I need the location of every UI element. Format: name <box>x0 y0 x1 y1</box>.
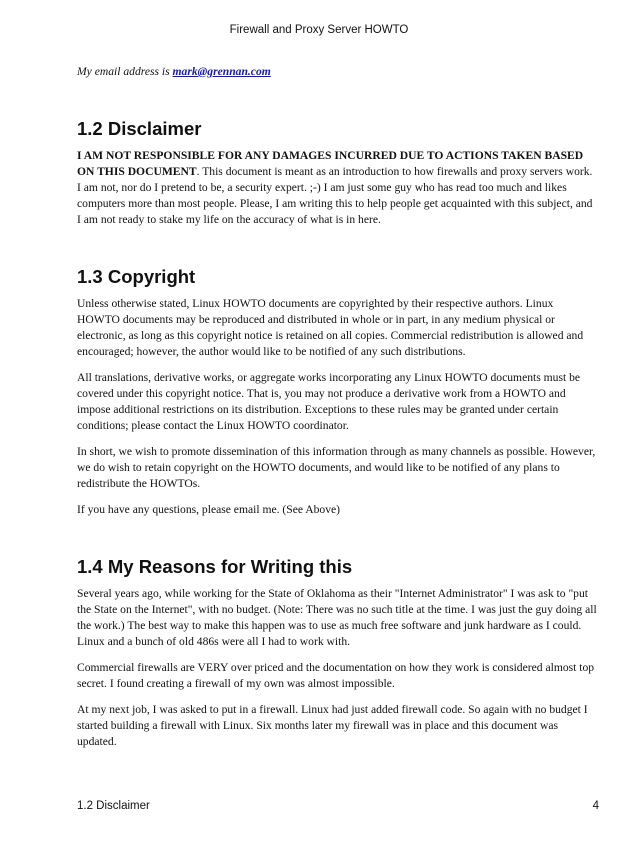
disclaimer-paragraph <box>77 148 599 228</box>
disclaimer-text: . This document is meant as an introduction to how firewalls and proxy servers work. I am not, nor do I pretend to be, a security expert. ;-) I am just some guy who has read too much and likes computers more than most people. Please, I am writing this to help people get acquainted with this subject, and I am not ready to stake my life on the accuracy of what is in here. <box>77 165 593 226</box>
email-link[interactable]: mark@grennan.com <box>172 65 271 78</box>
copyright-paragraph-1: Unless otherwise stated, Linux HOWTO documents are copyrighted by their respective authors. Linux HOWTO documents may be reproduced and distributed in whole or in part, in any medium physical or electronic, as long as this copyright notice is retained on all copies. Commercial redistribution is allowed and encouraged; however, the author would like to be notified of any such distributions. <box>77 297 584 358</box>
running-header: Firewall and Proxy Server HOWTO <box>229 24 409 36</box>
footer-section-title: 1.2 Disclaimer <box>77 800 150 812</box>
section-heading-copyright: 1.3 Copyright <box>77 266 196 287</box>
section-heading-reasons: 1.4 My Reasons for Writing this <box>77 556 353 577</box>
email-line <box>77 64 599 80</box>
page-number: 4 <box>592 800 599 812</box>
running-footer <box>77 800 599 812</box>
reasons-paragraph-3: At my next job, I was asked to put in a firewall. Linux had just added firewall code. So again with no budget I started building a firewall with Linux. Six months later my firewall was in place and this document was updated. <box>77 703 588 748</box>
document-body <box>77 64 599 760</box>
disclaimer-bold-text: I AM NOT RESPONSIBLE FOR ANY DAMAGES INCURRED DUE TO ACTIONS TAKEN BASED ON THIS DOCUMENT <box>77 149 584 178</box>
email-prefix: My email address is <box>77 65 173 78</box>
copyright-paragraph-4: If you have any questions, please email me. (See Above) <box>77 503 341 516</box>
section-heading-disclaimer: 1.2 Disclaimer <box>77 118 202 139</box>
copyright-paragraph-2: All translations, derivative works, or aggregate works incorporating any Linux HOWTO documents must be covered under this copyright notice. That is, you may not produce a derivative work from a HOWTO and impose additional restrictions on its distribution. Exceptions to these rules may be granted under certain conditions; please contact the Linux HOWTO coordinator. <box>77 371 581 432</box>
reasons-paragraph-1: Several years ago, while working for the State of Oklahoma as their "Internet Administrator" I was ask to "put the State on the Internet", with no budget. (Note: There was no such title at the time. I was just the guy doing all the work.) The best way to make this happen was to use as much free software and junk hardware as I could. Linux and a bunch of old 486s were all I had to work with. <box>77 587 597 648</box>
reasons-paragraph-2: Commercial firewalls are VERY over priced and the documentation on how they work is considered almost top secret. I found creating a firewall of my own was almost impossible. <box>77 661 595 690</box>
copyright-paragraph-3: In short, we wish to promote dissemination of this information through as many channels as possible. However, we do wish to retain copyright on the HOWTO documents, and would like to be notified of any plans to redistribute the HOWTOs. <box>77 445 596 490</box>
